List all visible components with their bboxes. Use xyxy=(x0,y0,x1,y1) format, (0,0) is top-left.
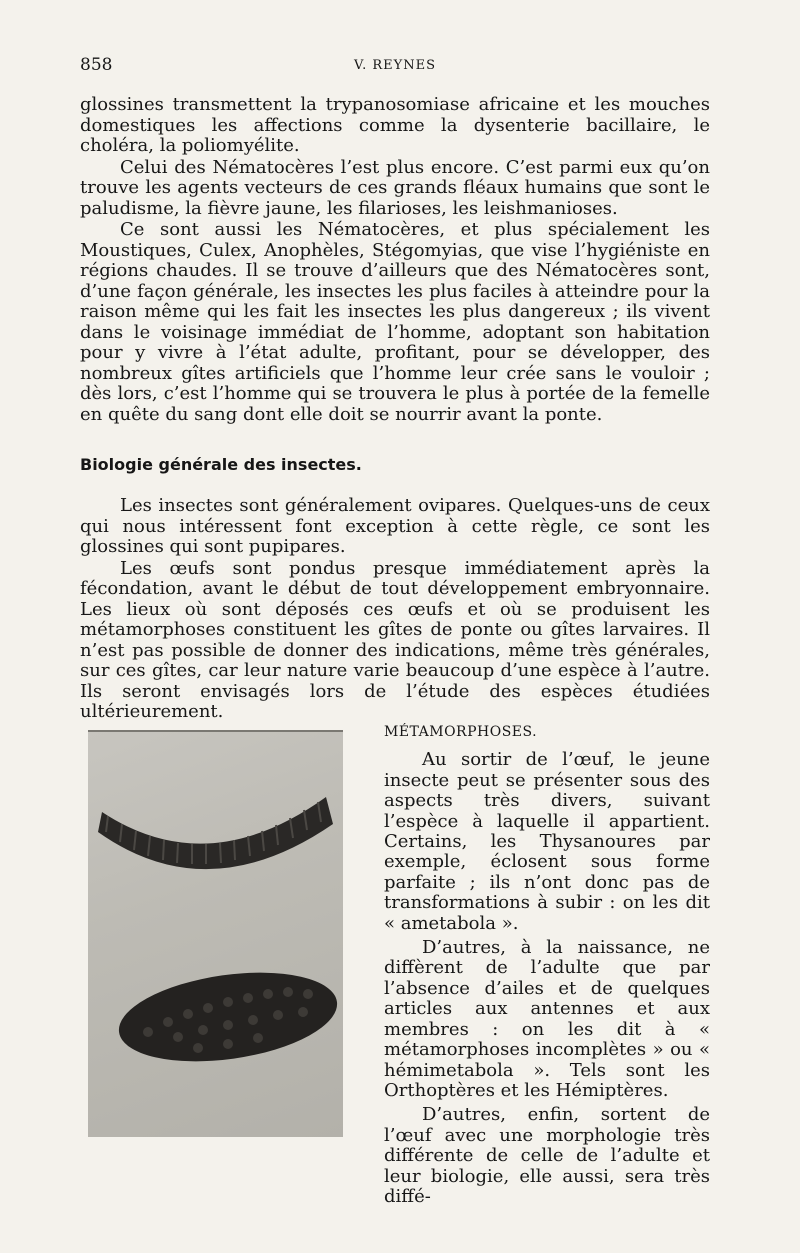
running-head: V. REYNES xyxy=(353,58,436,73)
paragraph: glossines transmettent la trypanosomiase africaine et les mouches domestiques les affections comme la dysenterie bacillaire, le choléra, la poliomyélite. xyxy=(80,94,710,156)
page-header xyxy=(80,55,710,79)
paragraph: D’autres, enfin, sortent de l’œuf avec une morphologie très différente de celle de l’adulte et leur biologie, elle aussi, sera très diffé- xyxy=(384,1104,710,1207)
paragraph: Les insectes sont généralement ovipares. Quelques-uns de ceux qui nous intéressent font exception à cette règle, ce sont les glossines qui sont pupipares. xyxy=(80,495,710,557)
egg-photo-illustration xyxy=(88,732,343,1137)
body-text-top xyxy=(80,95,710,426)
page-number: 858 xyxy=(80,55,113,75)
body-text-section xyxy=(80,496,710,724)
paragraph: Au sortir de l’œuf, le jeune insecte peut se présenter sous des aspects très divers, suivant l’espèce à laquelle il appartient. Certains, les Thysanoures par exemple, éclosent sous forme parfaite ; ils n’ont donc pas de transformations à subir : on les dit « ametabola ». xyxy=(384,749,710,934)
section-heading: Biologie générale des insectes. xyxy=(80,455,362,474)
paragraph: Les œufs sont pondus presque immédiatement après la fécondation, avant le début de tout développement embryonnaire. Les lieux où sont déposés ces œufs et où se produisent les métamorphoses constituent les gîtes de ponte ou gîtes larvaires. Il n’est pas possible de donner des indications, même très générales, sur ces gîtes, car leur nature varie beaucoup d’une espèce à l’autre. Ils seront envisagés lors de l’étude des espèces étudiées ultérieurement. xyxy=(80,557,710,722)
egg-raft-photograph xyxy=(88,730,343,1137)
paragraph: Ce sont aussi les Nématocères, et plus spécialement les Moustiques, Culex, Anophèles, Stégomyias, que vise l’hygiéniste en régions chaudes. Il se trouve d’ailleurs que des Nématocères sont, d’une façon générale, les insectes les plus faciles à atteindre pour la raison même qui les fait les insectes les plus dangereux ; ils vivent dans le voisinage immédiat de l’homme, adoptant son habitation pour y vivre à l’état adulte, profitant, pour se développer, des nombreux gîtes artificiels que l’homme leur crée sans le vouloir ; dès lors, c’est l’homme qui se trouvera le plus à portée de la femelle en quête du sang dont elle doit se nourrir avant la ponte. xyxy=(80,219,710,425)
egg-mass-lower xyxy=(113,960,343,1074)
subsection-heading: MÉTAMORPHOSES. xyxy=(384,724,538,740)
paragraph: Celui des Nématocères l’est plus encore. C’est parmi eux qu’on trouve les agents vecteurs de ces grands fléaux humains que sont le paludisme, la fièvre jaune, les filarioses, les leishmanioses. xyxy=(80,156,710,219)
paragraph: D’autres, à la naissance, ne diffèrent de l’adulte que par l’absence d’ailes et de quelques articles aux antennes et aux membres : on les dit à « métamorphoses incomplètes » ou « hémimetabola ». Tels sont les Orthoptères et les Hémiptères. xyxy=(384,937,710,1101)
side-column xyxy=(384,722,710,1211)
egg-row-upper xyxy=(98,797,333,869)
